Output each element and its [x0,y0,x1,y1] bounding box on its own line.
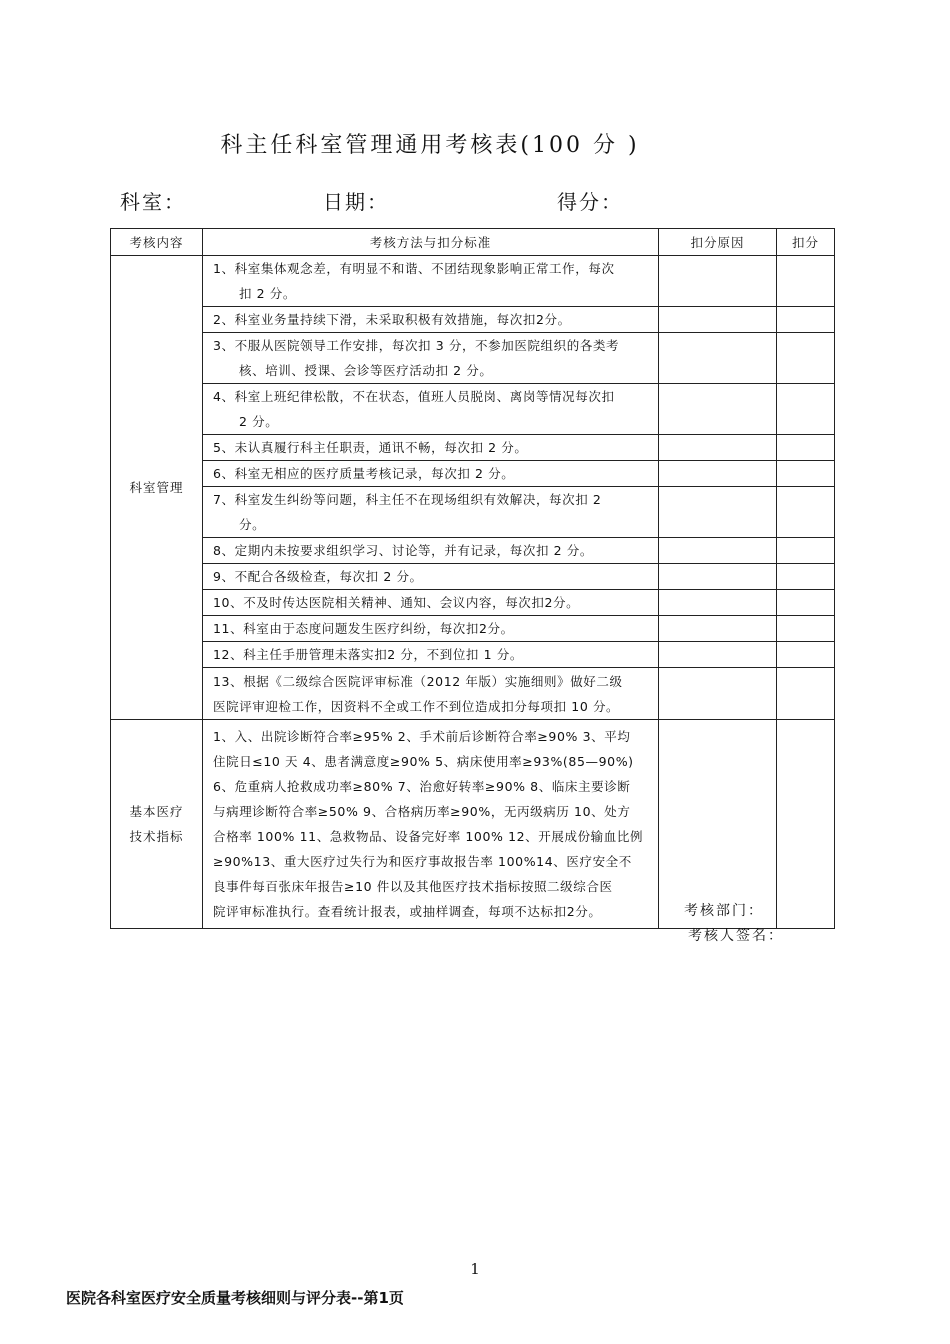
col-header-reason: 扣分原因 [659,229,777,256]
deduction-cell[interactable] [777,616,835,642]
reason-cell[interactable] [659,642,777,668]
reason-cell[interactable] [659,538,777,564]
reason-cell[interactable] [659,564,777,590]
table-row [111,256,835,307]
deduction-cell[interactable] [777,564,835,590]
deduction-cell[interactable] [777,642,835,668]
deduction-cell[interactable] [777,384,835,435]
reason-cell[interactable] [659,461,777,487]
category-cell: 基本医疗 技术指标 [111,720,203,929]
table-row [111,333,835,384]
page-number: 1 [470,1260,480,1278]
criteria-cell: 4、科室上班纪律松散，不在状态，值班人员脱岗、离岗等情况每次扣 2 分。 [203,384,659,435]
reason-cell[interactable] [659,435,777,461]
date-label: 日期： [323,190,389,214]
deduction-cell[interactable] [777,668,835,720]
criteria-cell: 8、定期内未按要求组织学习、讨论等，并有记录，每次扣 2 分。 [203,538,659,564]
criteria-cell: 2、科室业务量持续下滑，未采取积极有效措施，每次扣2分。 [203,307,659,333]
deduction-cell[interactable] [777,720,835,929]
reason-cell[interactable] [659,590,777,616]
reason-cell[interactable] [659,256,777,307]
assessor-signature-label: 考核人签名： [688,928,784,944]
reason-cell[interactable] [659,616,777,642]
col-header-deduction: 扣分 [777,229,835,256]
table-header-row [111,229,835,256]
criteria-cell: 1、入、出院诊断符合率≥95% 2、手术前后诊断符合率≥90% 3、平均 住院日≤10 天 4、患者满意度≥90% 5、病床使用率≥93%(85—90%) 6、危重病人抢救成功率≥80% 7、治愈好转率≥90% 8、临床主要诊断 与病理诊断符合率≥50% 9、合格病历率≥90%，无丙级病历 10、处方 合格率 100% 11、急救物品、设备完好率 100% 12、开展成份输血比例 ≥90%13、重大医疗过失行为和医疗事故报告率 100%14、医疗安全不 良事件每百张床年报告≥10 件以及其他医疗技术指标按照二级综合医 院评审标准执行。查看统计报表，或抽样调查，每项不达标扣2分。 [203,720,659,929]
table-row [111,642,835,668]
score-label: 得分： [557,190,623,214]
criteria-cell: 5、未认真履行科主任职责，通讯不畅，每次扣 2 分。 [203,435,659,461]
reason-cell[interactable] [659,720,777,929]
assessment-table [110,228,835,929]
table-row [111,487,835,538]
criteria-cell: 10、不及时传达医院相关精神、通知、会议内容，每次扣2分。 [203,590,659,616]
deduction-cell[interactable] [777,461,835,487]
page-title: 科主任科室管理通用考核表(100 分 ) [220,133,640,158]
reason-cell[interactable] [659,333,777,384]
deduction-cell[interactable] [777,333,835,384]
table-row [111,435,835,461]
table-row [111,720,835,929]
deduction-cell[interactable] [777,307,835,333]
reason-cell[interactable] [659,668,777,720]
table-row [111,461,835,487]
table-row [111,538,835,564]
deduction-cell[interactable] [777,435,835,461]
reason-cell[interactable] [659,487,777,538]
criteria-cell: 7、科室发生纠纷等问题，科主任不在现场组织有效解决，每次扣 2 分。 [203,487,659,538]
criteria-cell: 13、根据《二级综合医院评审标准（2012 年版）实施细则》做好二级 医院评审迎检工作，因资料不全或工作不到位造成扣分每项扣 10 分。 [203,668,659,720]
table-row [111,590,835,616]
col-header-content: 考核内容 [111,229,203,256]
table-row [111,307,835,333]
deduction-cell[interactable] [777,590,835,616]
dept-label: 科室： [120,190,186,214]
assessment-dept-label: 考核部门： [684,903,764,919]
reason-cell[interactable] [659,307,777,333]
reason-cell[interactable] [659,384,777,435]
criteria-cell: 3、不服从医院领导工作安排，每次扣 3 分，不参加医院组织的各类考 核、培训、授课、会诊等医疗活动扣 2 分。 [203,333,659,384]
document-footer: 医院各科室医疗安全质量考核细则与评分表--第1页 [66,1289,404,1307]
table-row [111,616,835,642]
col-header-method: 考核方法与扣分标准 [203,229,659,256]
criteria-cell: 6、科室无相应的医疗质量考核记录，每次扣 2 分。 [203,461,659,487]
criteria-cell: 11、科室由于态度问题发生医疗纠纷，每次扣2分。 [203,616,659,642]
category-cell: 科室管理 [111,256,203,720]
criteria-cell: 12、科主任手册管理未落实扣2 分，不到位扣 1 分。 [203,642,659,668]
deduction-cell[interactable] [777,256,835,307]
table-row [111,668,835,720]
table-row [111,384,835,435]
criteria-cell: 1、科室集体观念差，有明显不和谐、不团结现象影响正常工作，每次 扣 2 分。 [203,256,659,307]
deduction-cell[interactable] [777,487,835,538]
table-row [111,564,835,590]
deduction-cell[interactable] [777,538,835,564]
criteria-cell: 9、不配合各级检查，每次扣 2 分。 [203,564,659,590]
